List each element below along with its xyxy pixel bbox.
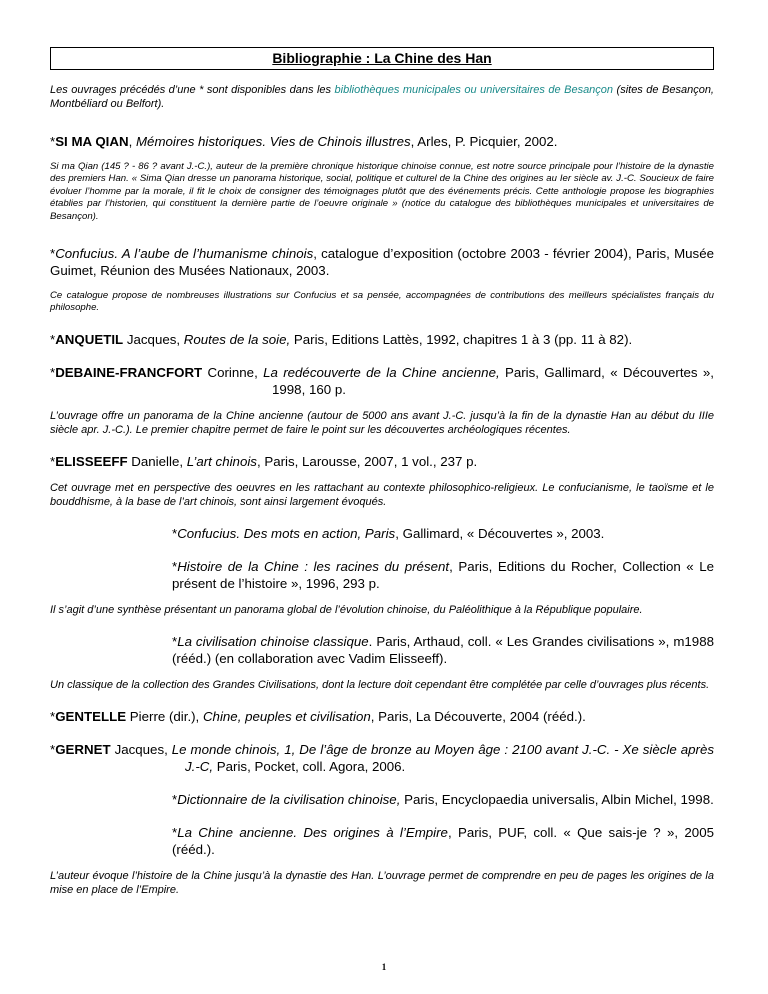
star-marker: * (50, 453, 56, 469)
entry-note: Si ma Qian (145 ? - 86 ? avant J.-C.), auteur de la première chronique historique chinoise connue, est notre source principale pour l’histoire de la dynastie des premiers Han. « Sima Qian dresse un panorama historique, social, politique et culturel de la Chine des origines au Ier siècle av. J.-C. Soucieux de faire évoluer l’homme par la morale, il fit le choix de consigner des témoignages plutôt que des événements précis. Cette anthologie propose les biographies établies par l’historien, qui constituent la dernière partie de l’oeuvre originale » (notice du catalogue des bibliothèques municipales et universitaires de Besançon). (50, 161, 714, 222)
star-marker: * (172, 525, 178, 541)
entry-work: Dictionnaire de la civilisation chinoise, (177, 791, 401, 807)
entry-sep: Jacques, (123, 331, 184, 347)
bib-entry (172, 558, 714, 592)
star-marker: * (50, 741, 56, 757)
entry-work: Confucius. Des mots en action, Paris (177, 525, 396, 541)
entry-sep: Corinne, (202, 364, 264, 380)
entry-rest: , Paris, PUF, coll. « Que sais-je ? », 2005 (rééd.). (172, 824, 714, 857)
entry-author: GENTELLE (55, 708, 127, 724)
entry-sep: Jacques, (110, 741, 172, 757)
bib-entry (50, 133, 714, 150)
star-marker: * (50, 331, 56, 347)
entry-author: GERNET (55, 741, 111, 757)
entry-rest: Paris, Encyclopaedia universalis, Albin Michel, 1998. (400, 791, 714, 807)
bib-entry (172, 791, 714, 808)
bib-entry (50, 708, 714, 725)
star-marker: * (50, 708, 56, 724)
entry-rest: , Gallimard, « Découvertes », 2003. (395, 525, 605, 541)
entry-note: Cet ouvrage met en perspective des oeuvres en les rattachant au contexte philosophico-religieux. Le confucianisme, le taoïsme et le bouddhisme, à la base de l’art chinois, sont ainsi largement évoqués. (50, 481, 714, 508)
entry-note: Un classique de la collection des Grandes Civilisations, dont la lecture doit cependant être complétée par celle d’ouvrages plus récents. (50, 678, 710, 691)
entry-rest: , Paris, Editions du Rocher, Collection « Le présent de l’histoire », 1996, 293 p. (172, 558, 714, 591)
entry-author: SI MA QIAN (55, 134, 129, 149)
document-page (50, 47, 714, 897)
entry-sep: , (128, 134, 136, 149)
entry-rest: , Arles, P. Picquier, 2002. (410, 134, 558, 149)
entry-sep: Pierre (dir.), (126, 708, 203, 724)
bib-entry (172, 824, 714, 858)
entry-work: La redécouverte de la Chine ancienne, (263, 364, 500, 380)
entry-rest: Paris, Gallimard, « Découvertes », 1998, 160 p. (272, 364, 714, 397)
entry-note: L’ouvrage offre un panorama de la Chine ancienne (autour de 5000 ans avant J.-C. jusqu’à la fin de la dynastie Han au début du IIIe siècle apr. J.-C.). Le premier chapitre permet de faire le point sur les découvertes archéologiques récentes. (50, 409, 714, 436)
intro-text (50, 83, 714, 111)
star-marker: * (50, 134, 56, 149)
entry-rest: , Paris, Larousse, 2007, 1 vol., 237 p. (256, 453, 478, 469)
star-marker: * (172, 791, 178, 807)
entry-note: L’auteur évoque l’histoire de la Chine jusqu’à la dynastie des Han. L’ouvrage permet de comprendre en peu de pages les origines de la mise en place de l’Empire. (50, 869, 714, 896)
bib-entry (50, 453, 714, 470)
entry-rest: , catalogue d’exposition (octobre 2003 - février 2004), Paris, Musée Guimet, Réunion des Musées Nationaux, 2003. (50, 246, 714, 279)
star-marker: * (172, 824, 178, 840)
entry-rest: . Paris, Arthaud, coll. « Les Grandes civilisations », m1988 (rééd.) (en collaboration avec Vadim Elisseeff). (172, 633, 714, 666)
entry-author: DEBAINE-FRANCFORT (55, 364, 203, 380)
bib-entry (172, 633, 714, 667)
bib-entry (50, 245, 714, 279)
star-marker: * (50, 364, 56, 380)
entry-rest: Paris, Pocket, coll. Agora, 2006. (213, 758, 406, 774)
entry-work: Histoire de la Chine : les racines du présent (177, 558, 450, 574)
entry-sep: Danielle, (127, 453, 187, 469)
page-number: 1 (381, 962, 387, 972)
entry-work: L’art chinois (186, 453, 257, 469)
entry-work: La civilisation chinoise classique (177, 633, 369, 649)
entry-rest: , Paris, La Découverte, 2004 (rééd.). (370, 708, 586, 724)
entry-work: La Chine ancienne. Des origines à l’Empire (177, 824, 448, 840)
star-marker: * (172, 558, 178, 574)
intro-after: (sites de Besançon, Montbéliard ou Belfort). (50, 84, 714, 110)
bib-entry (172, 525, 714, 542)
bib-entry (50, 331, 714, 348)
entry-note: Il s’agit d’une synthèse présentant un panorama global de l’évolution chinoise, du Paléolithique à la République populaire. (50, 603, 643, 616)
entry-rest: Paris, Editions Lattès, 1992, chapitres 1 à 3 (pp. 11 à 82). (290, 331, 633, 347)
library-link[interactable]: bibliothèques municipales ou universitaires de Besançon (334, 84, 614, 96)
bib-entry (50, 364, 714, 398)
bib-entry (50, 741, 714, 775)
entry-work: Routes de la soie, (183, 331, 291, 347)
page-title: Bibliographie : La Chine des Han (50, 47, 714, 70)
entry-author: ELISSEEFF (55, 453, 128, 469)
star-marker: * (50, 246, 56, 262)
entry-work: Confucius. A l’aube de l’humanisme chinois (55, 246, 314, 262)
star-marker: * (172, 633, 178, 649)
intro-before: Les ouvrages précédés d’une * sont disponibles dans les (50, 84, 335, 96)
entry-work: Chine, peuples et civilisation (202, 708, 371, 724)
entry-note: Ce catalogue propose de nombreuses illustrations sur Confucius et sa pensée, accompagnées de contributions des meilleurs spécialistes français du philosophe. (50, 290, 714, 314)
entry-author: ANQUETIL (55, 331, 124, 347)
entry-work: Mémoires historiques. Vies de Chinois illustres (135, 134, 411, 149)
entry-work: Le monde chinois, 1, De l’âge de bronze au Moyen âge : 2100 avant J.-C. - Xe siècle après J.-C, (171, 741, 714, 774)
